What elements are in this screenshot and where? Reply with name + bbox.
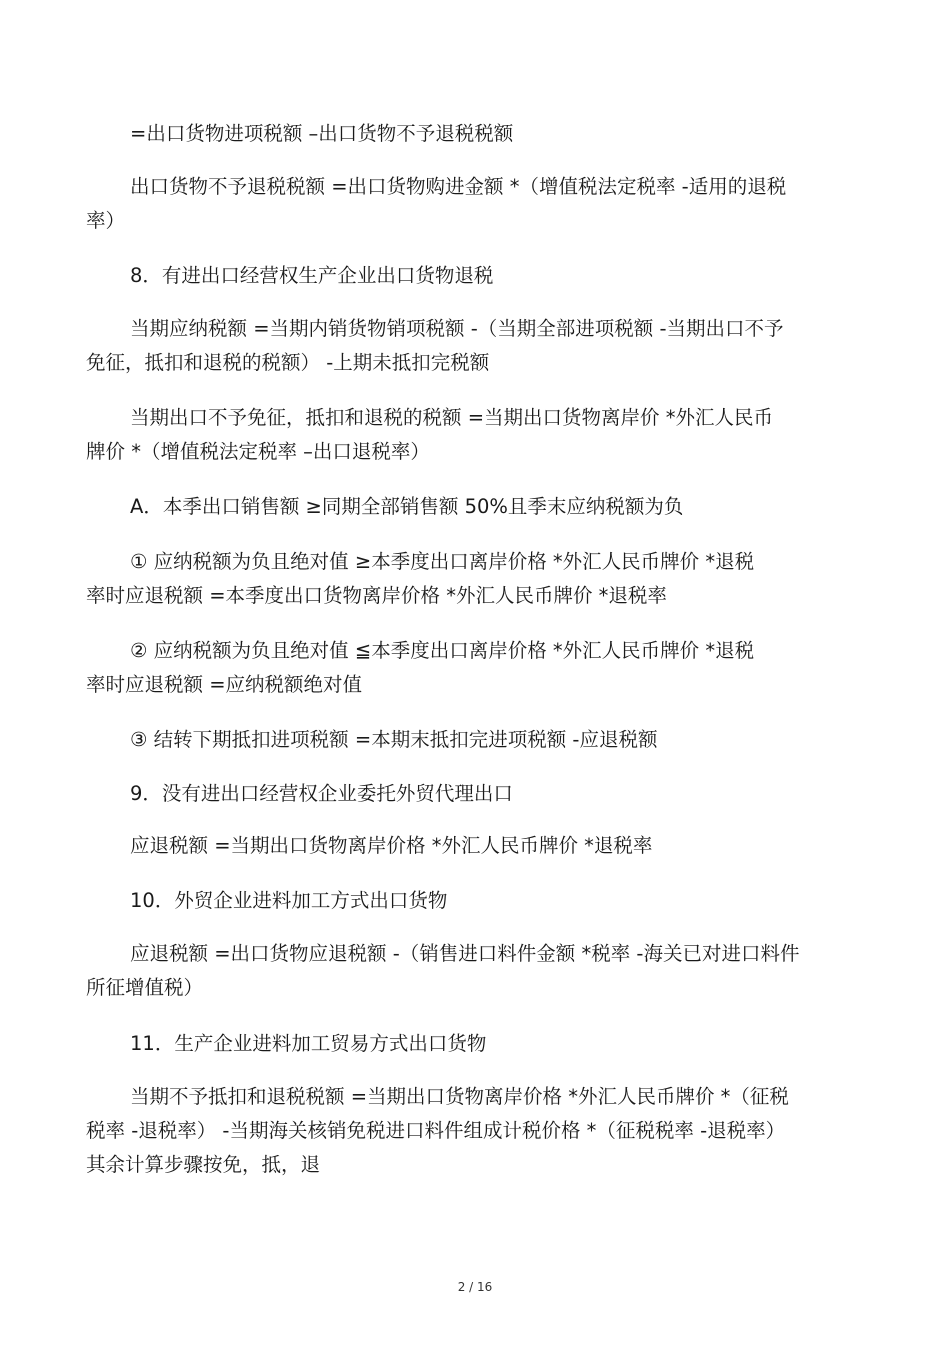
paragraph-line: 牌价 *（增值税法定税率 –出口退税率） bbox=[86, 440, 430, 463]
paragraph bbox=[86, 634, 866, 702]
paragraph-line: ② 应纳税额为负且绝对值 ≦本季度出口离岸价格 *外汇人民币牌价 *退税 bbox=[130, 639, 755, 662]
paragraph bbox=[86, 170, 866, 238]
sub-heading-a: A．本季出口销售额 ≥同期全部销售额 50%且季末应纳税额为负 bbox=[130, 495, 684, 518]
paragraph-line: 其余计算步骤按免，抵，退 bbox=[86, 1153, 321, 1176]
paragraph-line: 率时应退税额 =应纳税额绝对值 bbox=[86, 673, 363, 696]
paragraph-line: 当期不予抵扣和退税税额 =当期出口货物离岸价格 *外汇人民币牌价 *（征税 bbox=[130, 1085, 789, 1108]
section-heading-8: 8．有进出口经营权生产企业出口货物退税 bbox=[130, 264, 494, 287]
paragraph-line: 率） bbox=[86, 209, 126, 232]
paragraph-line: 出口货物不予退税税额 =出口货物购进金额 *（增值税法定税率 -适用的退税 bbox=[130, 175, 787, 198]
section-heading-11: 11．生产企业进料加工贸易方式出口货物 bbox=[130, 1032, 487, 1055]
paragraph bbox=[86, 401, 866, 469]
formula-line: 应退税额 =当期出口货物离岸价格 *外汇人民币牌价 *退税率 bbox=[130, 834, 653, 857]
section-heading-9: 9．没有进出口经营权企业委托外贸代理出口 bbox=[130, 782, 513, 805]
paragraph-line: 当期出口不予免征，抵扣和退税的税额 =当期出口货物离岸价 *外汇人民币 bbox=[130, 406, 773, 429]
section-heading-10: 10．外贸企业进料加工方式出口货物 bbox=[130, 889, 448, 912]
paragraph-line: 所征增值税） bbox=[86, 976, 204, 999]
page-number: 2 / 16 bbox=[457, 1280, 493, 1294]
paragraph-line: ① 应纳税额为负且绝对值 ≥本季度出口离岸价格 *外汇人民币牌价 *退税 bbox=[130, 550, 755, 573]
paragraph-line: 率时应退税额 =本季度出口货物离岸价格 *外汇人民币牌价 *退税率 bbox=[86, 584, 667, 607]
paragraph bbox=[86, 312, 866, 380]
paragraph bbox=[86, 545, 866, 613]
paragraph-line: 当期应纳税额 =当期内销货物销项税额 -（当期全部进项税额 -当期出口不予 bbox=[130, 317, 784, 340]
formula-line: ③ 结转下期抵扣进项税额 =本期末抵扣完进项税额 -应退税额 bbox=[130, 728, 658, 751]
paragraph bbox=[86, 1080, 866, 1182]
paragraph bbox=[86, 937, 866, 1005]
paragraph-line: 税率 -退税率） -当期海关核销免税进口料件组成计税价格 *（征税税率 -退税率） bbox=[86, 1119, 786, 1142]
paragraph-line: 免征，抵扣和退税的税额） -上期未抵扣完税额 bbox=[86, 351, 490, 374]
paragraph-line: 应退税额 =出口货物应退税额 -（销售进口料件金额 *税率 -海关已对进口料件 bbox=[130, 942, 800, 965]
formula-line: =出口货物进项税额 –出口货物不予退税税额 bbox=[130, 122, 514, 145]
